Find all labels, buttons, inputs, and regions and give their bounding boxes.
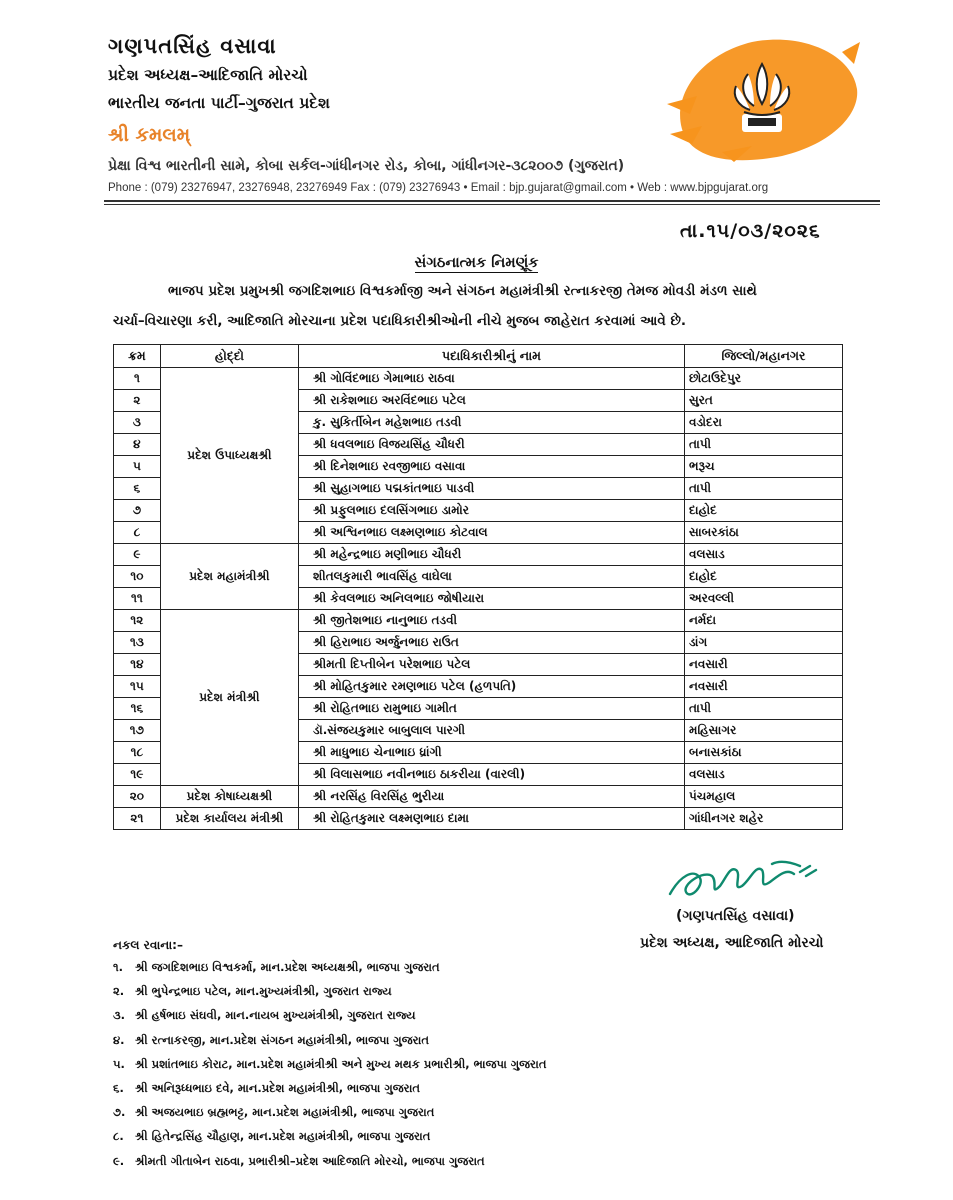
cell-serial: ૪ [114,434,161,456]
office-name: શ્રી કમલમ્ [108,124,191,146]
letter-date: તા.૧૫/૦૩/૨૦૨૬ [680,220,821,242]
copy-recipient [113,984,392,999]
cell-name: શ્રી જીતેશભાઇ નાનુભાઇ તડવી [299,610,685,632]
copy-recipient [113,960,440,975]
cell-position: પ્રદેશ કાર્યાલય મંત્રીશ્રી [160,808,298,830]
cell-serial: ૮ [114,522,161,544]
header-serial: ક્રમ [114,345,161,368]
cell-district: ભરૂચ [684,456,842,478]
cell-name: શ્રી રોહિતકુમાર લક્ષ્મણભાઇ દામા [299,808,685,830]
cell-district: દાહોદ [684,566,842,588]
cell-position: પ્રદેશ મંત્રીશ્રી [160,610,298,786]
cell-district: પંચમહાલ [684,786,842,808]
table-header-row [114,345,843,368]
copy-text: શ્રી અનિરૂધ્ધભાઇ દવે, માન.પ્રદેશ મહામંત્રીશ્રી, ભાજપા ગુજરાત [131,1081,421,1095]
cell-district: નર્મદા [684,610,842,632]
copy-recipient [113,1008,416,1023]
copy-text: શ્રી રત્નાકરજી, માન.પ્રદેશ સંગઠન મહામંત્રીશ્રી, ભાજપા ગુજરાત [131,1032,429,1047]
cell-district: નવસારી [684,676,842,698]
cell-serial: ૧૮ [114,742,161,764]
office-address: પ્રેક્ષા વિશ્વ ભારતીની સામે, કોબા સર્કલ-ગાંધીનગર રોડ, કોબા, ગાંધીનગર-૩૮૨૦૦૭ (ગુજરાત) [108,158,625,174]
cell-name: શ્રી દિનેશભાઇ રવજીભાઇ વસાવા [299,456,685,478]
cell-serial: ૧૦ [114,566,161,588]
cell-serial: ૧૯ [114,764,161,786]
cell-district: નવસારી [684,654,842,676]
copy-recipient [113,1081,420,1096]
appointments-table [113,344,843,830]
cell-serial: ૨૦ [114,786,161,808]
cell-district: છોટાઉદેપુર [684,368,842,390]
cell-serial: ૧૪ [114,654,161,676]
cell-name: શ્રી અશ્વિનભાઇ લક્ષ્મણભાઇ કોટવાલ [299,522,685,544]
cell-district: સાબરકાંઠા [684,522,842,544]
intro-line-1: ભાજપ પ્રદેશ પ્રમુખશ્રી જગદિશભાઇ વિશ્વકર્માજી અને સંગઠન મહામંત્રીશ્રી રત્નાકરજી તેમજ મોવડી મંડળ સાથે [168,283,757,299]
header-name: પદાધિકારીશ્રીનું નામ [299,345,685,368]
cell-name: શ્રીમતી દિપ્તીબેન પરેશભાઇ પટેલ [299,654,685,676]
header-position: હોદ્દો [160,345,298,368]
copy-text: શ્રી ભુપેન્દ્રભાઇ પટેલ, માન.મુખ્યમંત્રીશ્રી, ગુજરાત રાજ્ય [131,984,392,999]
cell-serial: ૭ [114,500,161,522]
cell-name: શ્રી માધુભાઇ ચેનાભાઇ ધ્રાંગી [299,742,685,764]
cell-serial: ૧૭ [114,720,161,742]
cell-position: પ્રદેશ ઉપાધ્યક્ષશ્રી [160,368,298,544]
copy-number: ૭. [113,1105,126,1120]
cell-serial: ૬ [114,478,161,500]
copy-number: ૬. [113,1081,124,1095]
cell-serial: ૧૬ [114,698,161,720]
cell-serial: ૩ [114,412,161,434]
signatory-post: પ્રદેશ અધ્યક્ષ, આદિજાતિ મોરચો [640,935,824,951]
cell-district: દાહોદ [684,500,842,522]
cell-district: વલસાડ [684,544,842,566]
copy-number: ૪. [113,1032,125,1047]
cell-district: તાપી [684,478,842,500]
copy-number: ૩. [113,1008,126,1023]
cell-name: શ્રી વિલાસભાઇ નવીનભાઇ ઠાકરીયા (વારલી) [299,764,685,786]
cell-name: શ્રી સુહાગભાઇ પદ્મકાંતભાઇ પાડવી [299,478,685,500]
copy-number: ૨. [113,984,125,999]
cell-name: શ્રી મહેન્દ્રભાઇ મણીભાઇ ચૌધરી [299,544,685,566]
copy-text: શ્રી પ્રશાંતભાઇ કોરાટ, માન.પ્રદેશ મહામંત્રીશ્રી અને મુખ્ય મથક પ્રભારીશ્રી, ભાજપા ગુજરાત [131,1056,547,1071]
contact-details: Phone : (079) 23276947, 23276948, 23276949 Fax : (079) 23276943 • Email : bjp.gujarat@gmail.com • Web : www.bjpgujarat.org [108,182,769,194]
letter-subject [0,255,953,271]
subject-text: સંગઠનાત્મક નિમણૂંક [414,255,539,271]
cell-district: વડોદરા [684,412,842,434]
cell-name: શ્રી રોહિતભાઇ રામુભાઇ ગામીત [299,698,685,720]
cell-serial: ૧૩ [114,632,161,654]
cell-district: વલસાડ [684,764,842,786]
cell-name: શ્રી પ્રફુલભાઇ દલસિંગભાઇ ડામોર [299,500,685,522]
copy-recipient [113,1033,429,1048]
cell-name: શ્રી કેવલભાઇ અનિલભાઇ જોષીયારા [299,588,685,610]
copy-recipient [113,1154,485,1169]
table-row [114,368,843,390]
cell-district: મહિસાગર [684,720,842,742]
cell-name: ડૉ.સંજયકુમાર બાબુલાલ પારગી [299,720,685,742]
header-district: જિલ્લો/મહાનગર [684,345,842,368]
cell-name: શ્રી ધવલભાઇ વિજયસિંહ ચૌધરી [299,434,685,456]
cell-name: કુ. સુકિર્તીબેન મહેશભાઇ તડવી [299,412,685,434]
signatory-name: (ગણપતસિંહ વસાવા) [676,908,795,924]
copy-recipient [113,1057,546,1072]
table-row [114,808,843,830]
table-row [114,786,843,808]
cell-name: શીતલકુમારી ભાવસિંહ વાઘેલા [299,566,685,588]
copy-number: ૧. [113,960,124,974]
cell-district: તાપી [684,698,842,720]
cell-district: ડાંગ [684,632,842,654]
sender-position: પ્રદેશ અધ્યક્ષ–આદિજાતિ મોરચો [108,66,308,84]
cell-name: શ્રી હિરાભાઇ અર્જુનભાઇ રાઉત [299,632,685,654]
copy-recipient [113,1129,430,1144]
header-rule [104,200,880,202]
signature-mark [660,856,830,906]
bjp-lotus-logo-icon [662,34,862,164]
cell-serial: ૧૫ [114,676,161,698]
copy-number: ૫. [113,1056,125,1071]
table-row [114,544,843,566]
copies-title: નકલ રવાના:– [113,938,183,952]
cell-serial: ૧ [114,368,161,390]
cell-serial: ૫ [114,456,161,478]
copy-text: શ્રીમતી ગીતાબેન રાઠવા, પ્રભારીશ્રી–પ્રદેશ આદિજાતિ મોરચો, ભાજપા ગુજરાત [131,1153,485,1168]
cell-district: સુરત [684,390,842,412]
cell-serial: ૯ [114,544,161,566]
copy-text: શ્રી હર્ષભાઇ સંઘવી, માન.નાયબ મુખ્યમંત્રીશ્રી, ગુજરાત રાજ્ય [131,1008,416,1023]
cell-district: બનાસકાંઠા [684,742,842,764]
copy-text: શ્રી જગદિશભાઇ વિશ્વકર્મા, માન.પ્રદેશ અધ્યક્ષશ્રી, ભાજપા ગુજરાત [131,960,440,974]
intro-line-2: ચર્ચા–વિચારણા કરી, આદિજાતિ મોરચાના પ્રદેશ પદાધિકારીશ્રીઓની નીચે મુજબ જાહેરાત કરવામાં આવે છે. [113,313,687,329]
cell-serial: ૨૧ [114,808,161,830]
cell-position: પ્રદેશ કોષાધ્યક્ષશ્રી [160,786,298,808]
cell-position: પ્રદેશ મહામંત્રીશ્રી [160,544,298,610]
cell-serial: ૧૧ [114,588,161,610]
cell-district: ગાંધીનગર શહેર [684,808,842,830]
copy-number: ૯. [113,1153,125,1168]
cell-district: અરવલ્લી [684,588,842,610]
copy-number: ૮. [113,1129,124,1144]
cell-name: શ્રી મોહિતકુમાર રમણભાઇ પટેલ (હળપતિ) [299,676,685,698]
party-name: ભારતીય જનતા પાર્ટી–ગુજરાત પ્રદેશ [108,94,330,112]
copy-text: શ્રી અજયભાઇ બ્રહ્મભટ્ટ, માન.પ્રદેશ મહામંત્રીશ્રી, ભાજપા ગુજરાત [131,1105,435,1120]
cell-name: શ્રી રાકેશભાઇ અરવિંદભાઇ પટેલ [299,390,685,412]
cell-name: શ્રી ગોવિંદભાઇ ગેમાભાઇ રાઠવા [299,368,685,390]
copy-recipient [113,1105,434,1120]
cell-serial: ૨ [114,390,161,412]
table-row [114,610,843,632]
header-rule-thin [104,204,880,205]
copy-text: શ્રી હિતેન્દ્રસિંહ ચૌહાણ, માન.પ્રદેશ મહામંત્રીશ્રી, ભાજપા ગુજરાત [131,1129,431,1144]
cell-serial: ૧૨ [114,610,161,632]
sender-name: ગણપતસિંહ વસાવા [108,34,277,58]
cell-district: તાપી [684,434,842,456]
cell-name: શ્રી નરસિંહ વિરસિંહ ભુરીયા [299,786,685,808]
